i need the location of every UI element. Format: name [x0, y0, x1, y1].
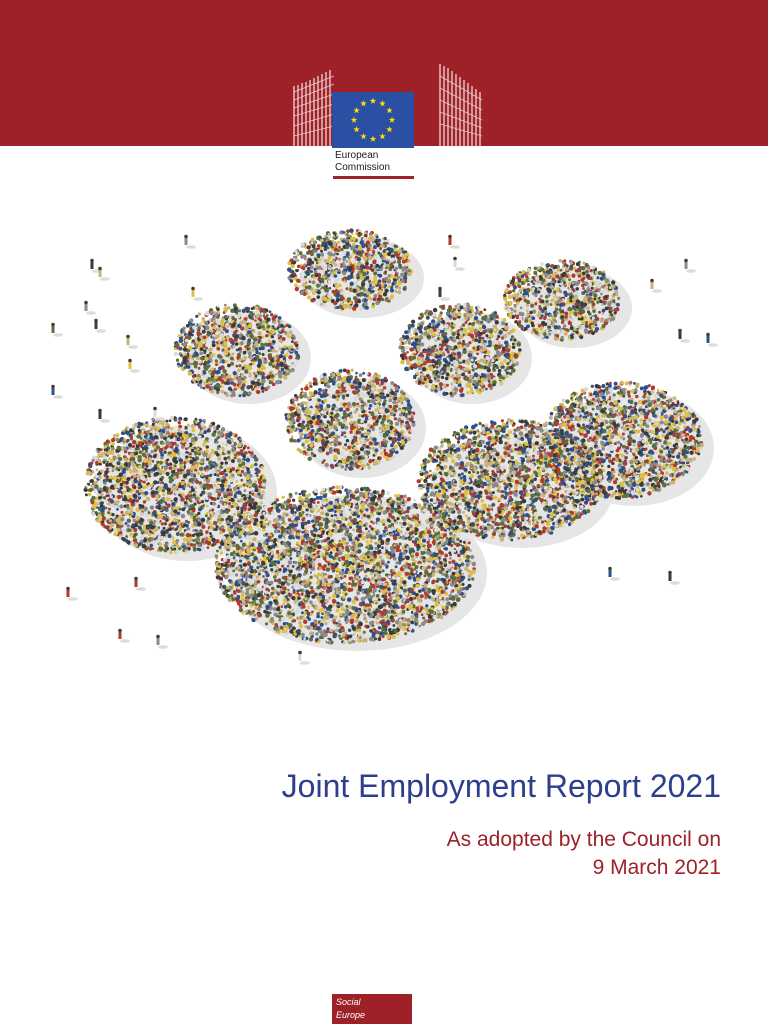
person-icon	[118, 629, 130, 643]
logo-line-1: European	[335, 150, 379, 161]
person-icon	[134, 577, 146, 591]
subtitle-line-1: As adopted by the Council on	[446, 828, 721, 851]
series-tag	[332, 994, 412, 1024]
person-icon	[51, 385, 63, 399]
person-icon	[668, 571, 680, 585]
person-icon	[126, 335, 138, 349]
person-icon	[191, 287, 203, 301]
person-icon	[448, 235, 460, 249]
series-line-2: Europe	[336, 1010, 366, 1020]
document-title: Joint Employment Report 2021	[281, 768, 721, 804]
person-icon	[608, 567, 620, 581]
person-icon	[153, 407, 165, 421]
person-icon	[678, 329, 690, 343]
person-icon	[66, 587, 78, 601]
person-icon	[438, 287, 450, 301]
person-icon	[84, 301, 96, 315]
logo-underline	[333, 176, 414, 179]
person-icon	[298, 651, 310, 665]
crowd-paw-print-image	[0, 190, 768, 680]
person-icon	[650, 279, 662, 293]
person-icon	[98, 409, 110, 423]
logo-wordmark	[335, 150, 415, 174]
person-icon	[128, 359, 140, 373]
person-icon	[453, 257, 465, 271]
person-icon	[94, 319, 106, 333]
person-icon	[184, 235, 196, 249]
logo-line-2: Commission	[335, 162, 391, 173]
person-icon	[98, 267, 110, 281]
person-icon	[706, 333, 718, 347]
subtitle-line-2: 9 March 2021	[592, 856, 721, 879]
crowd-pad	[503, 259, 620, 342]
person-icon	[156, 635, 168, 649]
person-icon	[684, 259, 696, 273]
document-subtitle	[447, 826, 721, 882]
series-line-1: Social	[336, 997, 361, 1007]
person-icon	[51, 323, 63, 337]
